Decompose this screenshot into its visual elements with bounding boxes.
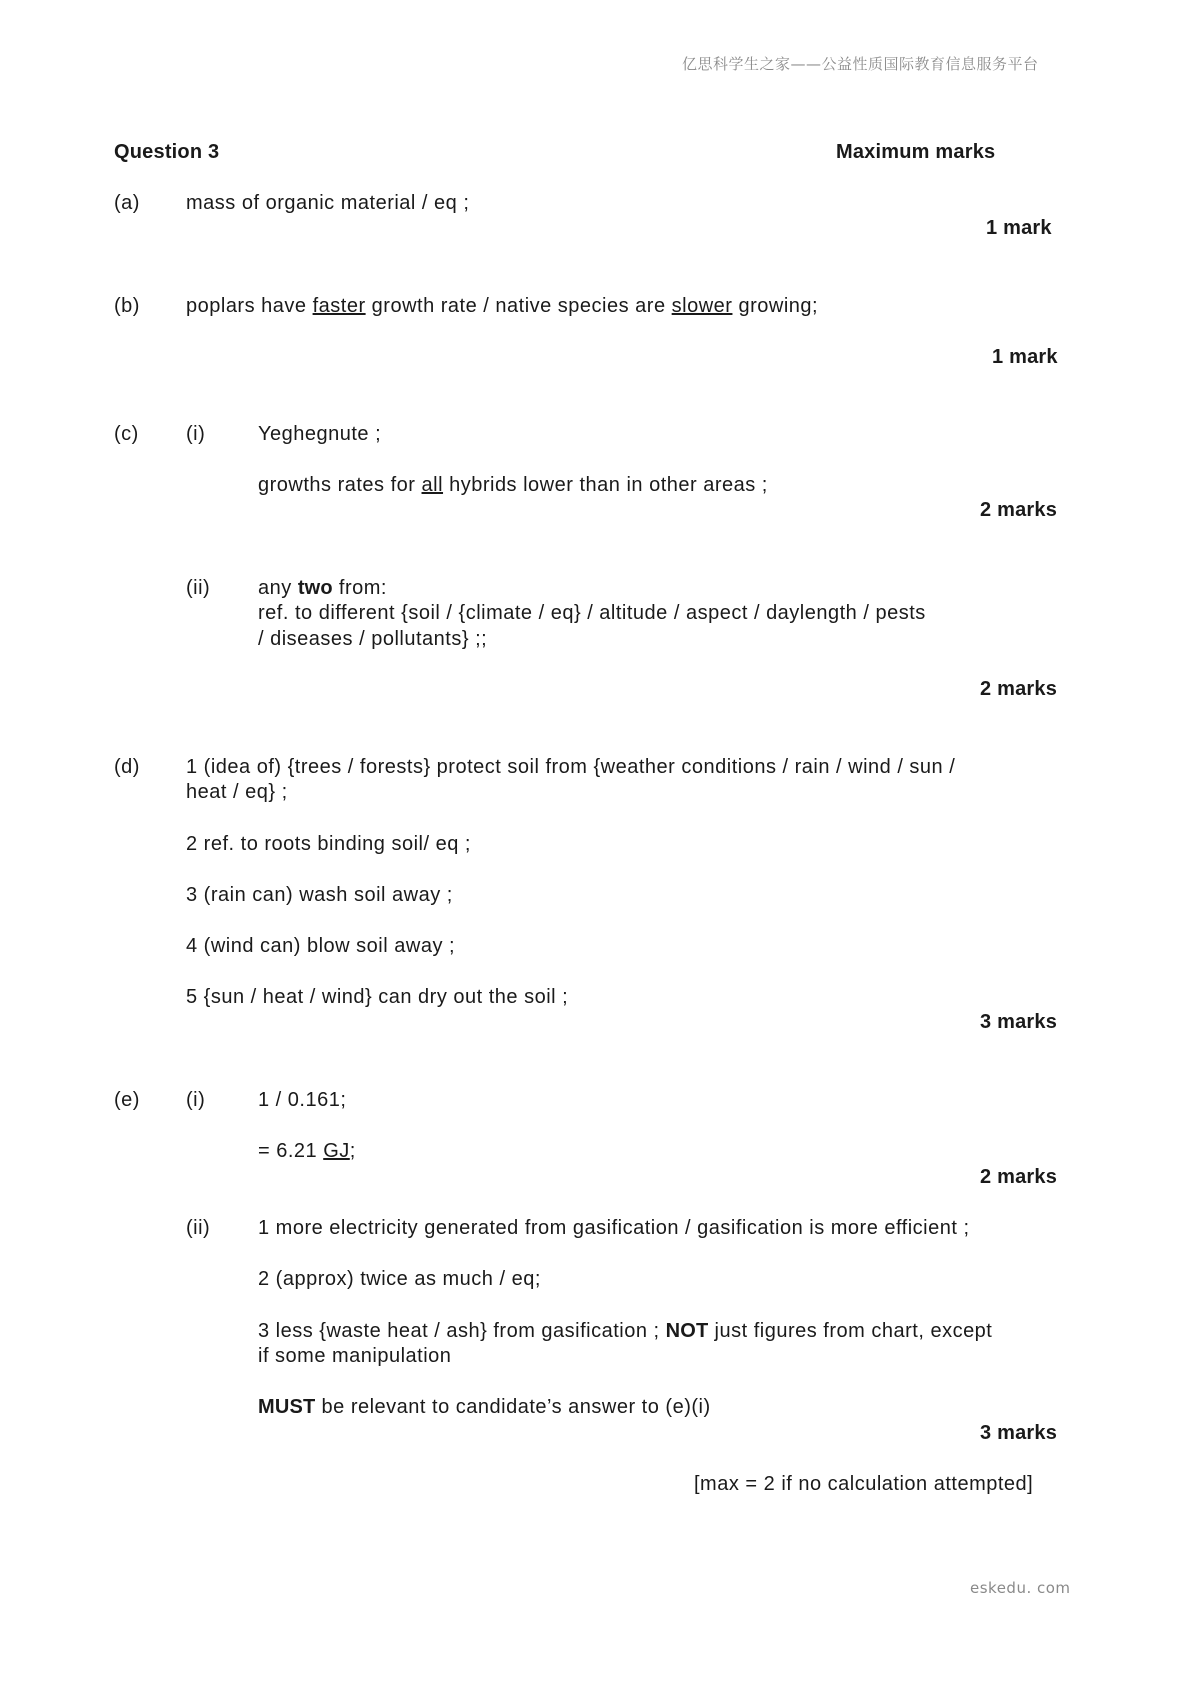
part-a-text: mass of organic material / eq ; (186, 192, 470, 214)
part-a-marks: 1 mark (986, 217, 1052, 239)
part-e-ii-line5: MUST be relevant to candidate’s answer to (e)(i) (258, 1396, 711, 1418)
part-c-ii-line1: any two from: (258, 577, 387, 599)
part-c-ii-marks: 2 marks (980, 678, 1058, 700)
must-bold: MUST (258, 1396, 316, 1418)
part-e-i-marks: 2 marks (980, 1166, 1058, 1188)
part-c-ii-label: (ii) (186, 577, 211, 599)
part-c-ii-line3: / diseases / pollutants} ;; (258, 628, 488, 650)
part-c-ii-line2: ref. to different {soil / {climate / eq} / altitude / aspect / daylength / pests (258, 602, 926, 624)
part-e-ii-label: (ii) (186, 1217, 211, 1239)
faster-underlined: faster (312, 295, 366, 317)
part-e-i-label: (i) (186, 1089, 206, 1111)
part-c-i-line1: Yeghegnute ; (258, 423, 382, 445)
not-bold: NOT (665, 1320, 709, 1342)
part-d-line6: 5 {sun / heat / wind} can dry out the soil ; (186, 986, 569, 1008)
part-d-line3: 2 ref. to roots binding soil/ eq ; (186, 833, 471, 855)
slower-underlined: slower (671, 295, 733, 317)
part-e-i-line2: = 6.21 GJ; (258, 1140, 356, 1162)
all-underlined: all (421, 474, 444, 496)
part-d-line5: 4 (wind can) blow soil away ; (186, 935, 456, 957)
part-e-i-line1: 1 / 0.161; (258, 1089, 347, 1111)
header-site-text: 亿思科学生之家——公益性质国际教育信息服务平台 (682, 55, 1039, 73)
part-e-ii-line1: 1 more electricity generated from gasification / gasification is more efficient ; (258, 1217, 970, 1239)
part-d-line1: 1 (idea of) {trees / forests} protect soil from {weather conditions / rain / wind / sun / (186, 756, 956, 778)
maximum-marks-heading: Maximum marks (836, 141, 996, 163)
two-bold: two (297, 577, 333, 599)
part-d-line4: 3 (rain can) wash soil away ; (186, 884, 453, 906)
part-e-ii-marks: 3 marks (980, 1422, 1058, 1444)
part-c-i-line2: growths rates for all hybrids lower than in other areas ; (258, 474, 768, 496)
part-e-label: (e) (114, 1089, 140, 1111)
part-d-marks: 3 marks (980, 1011, 1058, 1033)
part-d-label: (d) (114, 756, 140, 778)
part-e-ii-line4: if some manipulation (258, 1345, 452, 1367)
part-e-ii-line2: 2 (approx) twice as much / eq; (258, 1268, 541, 1290)
part-c-label: (c) (114, 423, 139, 445)
part-b-label: (b) (114, 295, 140, 317)
part-a-label: (a) (114, 192, 140, 214)
max-calculation-note: [max = 2 if no calculation attempted] (694, 1473, 1034, 1495)
gj-underlined: GJ (323, 1140, 350, 1162)
part-c-i-label: (i) (186, 423, 206, 445)
question-title: Question 3 (114, 141, 220, 163)
part-c-i-marks: 2 marks (980, 499, 1058, 521)
part-b-text: poplars have faster growth rate / native species are slower growing; (186, 295, 819, 317)
part-d-line2: heat / eq} ; (186, 781, 288, 803)
footer-site: eskedu. com (970, 1579, 1071, 1597)
part-b-marks: 1 mark (992, 346, 1058, 368)
part-e-ii-line3: 3 less {waste heat / ash} from gasification ; NOT just figures from chart, except (258, 1320, 993, 1342)
